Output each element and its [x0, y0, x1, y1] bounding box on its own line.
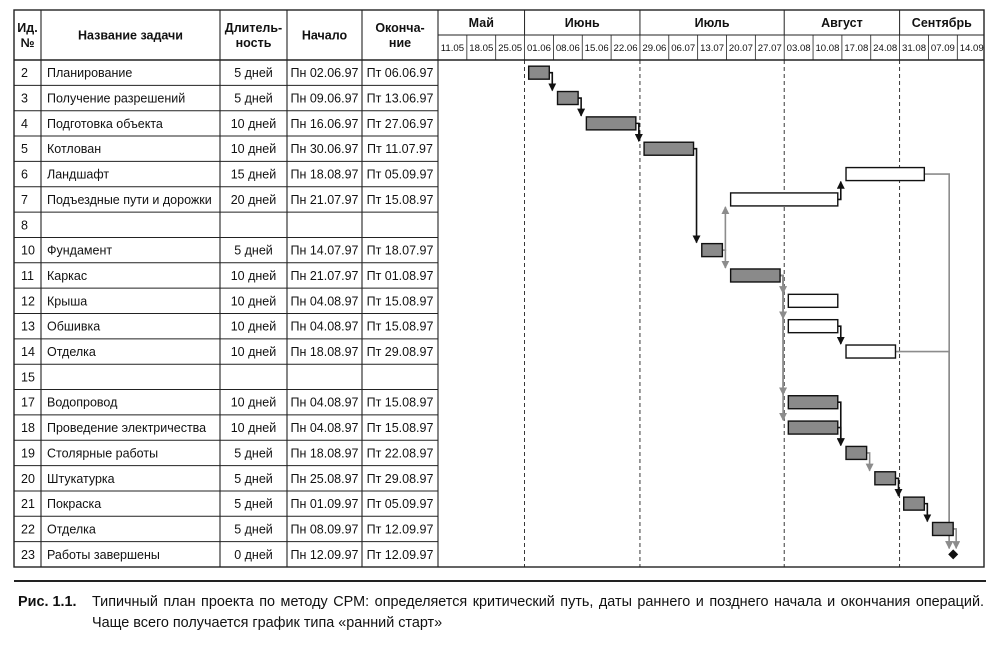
table-row [21, 66, 433, 80]
task-bar [904, 497, 925, 510]
task-start: Пн 01.09.97 [290, 497, 359, 512]
task-id: 4 [21, 116, 28, 131]
task-bar [788, 294, 837, 307]
header-start-line: Начало [301, 28, 348, 43]
table-row [21, 345, 433, 359]
task-name: Проведение электричества [47, 421, 207, 436]
task-duration: 5 дней [234, 66, 273, 81]
week-label: 25.05 [498, 43, 523, 54]
month-label: Май [468, 16, 494, 30]
task-start: Пн 21.07.97 [290, 268, 359, 283]
week-label: 07.09 [930, 43, 955, 54]
caption-label: Рис. 1.1. [18, 594, 77, 610]
task-finish: Пт 13.06.97 [366, 91, 434, 106]
week-label: 08.06 [555, 43, 580, 54]
task-start: Пн 04.08.97 [290, 294, 359, 309]
task-finish: Пт 22.08.97 [366, 446, 434, 461]
task-duration: 5 дней [234, 471, 273, 486]
task-bar [846, 168, 924, 181]
task-start: Пн 30.06.97 [290, 142, 359, 157]
task-start: Пн 08.09.97 [290, 522, 359, 537]
task-name: Подъездные пути и дорожки [47, 192, 212, 207]
table-row [21, 472, 433, 486]
header-id [17, 21, 37, 50]
header-finish [375, 21, 424, 50]
task-name: Штукатурка [47, 471, 115, 486]
caption-text: Типичный план проекта по методу CPM: определяется критический путь, даты раннего и позднего начала и окончания операций. Чаще всего получается график типа «ранний старт» [92, 594, 984, 631]
task-finish: Пт 11.07.97 [367, 142, 433, 157]
table-row [21, 421, 433, 435]
task-finish: Пт 18.07.97 [366, 243, 434, 258]
task-start: Пн 04.08.97 [290, 319, 359, 334]
task-start: Пн 02.06.97 [290, 66, 359, 81]
week-label: 18.05 [469, 43, 494, 54]
task-id: 20 [21, 471, 35, 486]
task-bar [586, 117, 635, 130]
week-label: 11.05 [440, 43, 465, 54]
task-start: Пн 09.06.97 [290, 91, 359, 106]
task-name: Каркас [47, 268, 88, 283]
header-start [302, 29, 348, 43]
table-row [21, 92, 433, 106]
task-duration: 5 дней [234, 91, 273, 106]
task-start: Пн 04.08.97 [290, 421, 359, 436]
task-duration: 5 дней [234, 243, 273, 258]
task-id: 5 [21, 142, 28, 157]
dependency-link [780, 275, 783, 420]
table-row [21, 218, 28, 232]
task-duration: 10 дней [230, 142, 277, 157]
dependency-link [924, 174, 949, 548]
task-duration: 5 дней [234, 522, 273, 537]
week-label: 29.06 [642, 43, 667, 54]
task-finish: Пт 05.09.97 [366, 167, 434, 182]
task-name: Ландшафт [47, 167, 110, 182]
task-duration: 5 дней [234, 446, 273, 461]
task-finish: Пт 15.08.97 [366, 421, 434, 436]
task-finish: Пт 15.08.97 [366, 319, 434, 334]
task-name: Крыша [47, 294, 88, 309]
task-start: Пн 12.09.97 [290, 547, 359, 562]
task-bar [788, 421, 837, 434]
task-name: Планирование [47, 66, 133, 81]
task-name: Водопровод [47, 395, 118, 410]
header-name-line: Название задачи [78, 28, 183, 43]
task-bar [933, 522, 954, 535]
task-finish: Пт 27.06.97 [366, 116, 434, 131]
task-start: Пн 18.08.97 [290, 345, 359, 360]
task-duration: 10 дней [230, 395, 277, 410]
table-row [21, 497, 433, 511]
week-label: 10.08 [815, 43, 840, 54]
task-id: 23 [21, 547, 35, 562]
task-id: 10 [21, 243, 35, 258]
week-label: 31.08 [902, 43, 927, 54]
task-name: Котлован [47, 142, 102, 157]
task-duration: 10 дней [230, 319, 277, 334]
dependency-link [895, 352, 949, 549]
table-row [21, 117, 433, 131]
month-dashed-lines [525, 60, 900, 567]
task-id: 22 [21, 522, 35, 537]
header-id-line: Ид. [17, 21, 38, 35]
dependency-link [694, 149, 697, 243]
task-id: 11 [21, 268, 34, 283]
task-finish: Пт 06.06.97 [366, 66, 434, 81]
task-start: Пн 25.08.97 [290, 471, 359, 486]
task-bar [529, 66, 550, 79]
task-bar [875, 472, 896, 485]
task-bar [846, 345, 895, 358]
week-label: 24.08 [873, 43, 898, 54]
task-finish: Пт 15.08.97 [366, 192, 434, 207]
table-row [21, 396, 433, 410]
header-finish-line: ние [388, 36, 412, 50]
table-row [21, 294, 433, 308]
table-row [21, 320, 433, 334]
task-bar [788, 320, 837, 333]
task-finish: Пт 12.09.97 [366, 522, 434, 537]
task-finish: Пт 15.08.97 [366, 294, 434, 309]
task-id: 8 [21, 218, 28, 233]
task-duration: 10 дней [230, 294, 277, 309]
task-finish: Пт 01.08.97 [366, 268, 434, 283]
task-id: 17 [21, 395, 35, 410]
table-row [21, 548, 433, 562]
task-duration: 15 дней [230, 167, 277, 182]
task-bar [702, 244, 723, 257]
header-duration-line: ность [235, 36, 272, 50]
task-finish: Пт 05.09.97 [366, 497, 434, 512]
week-label: 22.06 [613, 43, 638, 54]
table-row [21, 446, 433, 460]
week-label: 06.07 [671, 43, 696, 54]
table-row [21, 168, 433, 182]
task-bar [731, 269, 780, 282]
task-bar [846, 446, 867, 459]
task-start: Пн 18.08.97 [290, 167, 359, 182]
task-bar [558, 92, 579, 105]
week-label: 27.07 [757, 43, 782, 54]
month-label: Сентябрь [911, 16, 972, 30]
task-id: 13 [21, 319, 35, 334]
task-bar [788, 396, 837, 409]
caption-rule [14, 580, 986, 582]
task-start: Пн 16.06.97 [290, 116, 359, 131]
header-name [78, 29, 183, 43]
task-name: Отделка [47, 522, 96, 537]
task-duration: 10 дней [230, 345, 277, 360]
task-name: Получение разрешений [47, 91, 186, 106]
table-row [21, 193, 433, 207]
task-name: Отделка [47, 345, 96, 360]
task-finish: Пт 15.08.97 [366, 395, 434, 410]
task-bar [644, 142, 693, 155]
header-duration-line: Длитель- [224, 21, 283, 35]
task-id: 7 [21, 192, 28, 207]
task-bars [529, 66, 959, 559]
task-name: Подготовка объекта [47, 116, 163, 131]
task-duration: 20 дней [230, 192, 277, 207]
header-finish-line: Оконча- [375, 21, 425, 35]
task-finish: Пт 29.08.97 [366, 345, 434, 360]
table-row [21, 244, 433, 258]
task-name: Работы завершены [47, 547, 160, 562]
month-label: Июль [694, 16, 730, 30]
task-id: 18 [21, 421, 35, 436]
week-label: 17.08 [844, 43, 869, 54]
task-start: Пн 18.08.97 [290, 446, 359, 461]
table-row [21, 370, 35, 384]
task-duration: 0 дней [234, 547, 273, 562]
task-id: 15 [21, 370, 35, 385]
week-label: 01.06 [526, 43, 551, 54]
month-label: Июнь [564, 16, 600, 30]
task-name: Столярные работы [47, 446, 159, 461]
task-duration: 10 дней [230, 421, 277, 436]
task-start: Пн 14.07.97 [290, 243, 359, 258]
milestone-diamond [948, 549, 958, 559]
task-duration: 5 дней [234, 497, 273, 512]
week-label: 03.08 [786, 43, 811, 54]
task-id: 19 [21, 446, 35, 461]
task-id: 14 [21, 345, 35, 360]
task-id: 12 [21, 294, 35, 309]
task-id: 6 [21, 167, 28, 182]
task-id: 3 [21, 91, 28, 106]
task-id: 21 [21, 497, 35, 512]
task-finish: Пт 29.08.97 [366, 471, 434, 486]
table-row [21, 522, 433, 536]
task-name: Покраска [47, 497, 102, 512]
task-finish: Пт 12.09.97 [366, 547, 434, 562]
task-id: 2 [21, 66, 28, 81]
task-start: Пн 21.07.97 [290, 192, 359, 207]
task-bar [731, 193, 838, 206]
week-label: 15.06 [584, 43, 609, 54]
table-row [21, 269, 433, 283]
week-label: 13.07 [700, 43, 725, 54]
week-label: 20.07 [728, 43, 753, 54]
task-start: Пн 04.08.97 [290, 395, 359, 410]
task-name: Обшивка [47, 319, 101, 334]
header-id-line: № [20, 36, 35, 50]
task-duration: 10 дней [230, 116, 277, 131]
task-duration: 10 дней [230, 268, 277, 283]
header-duration [225, 21, 282, 50]
month-label: Август [821, 16, 863, 30]
task-name: Фундамент [47, 243, 113, 258]
table-row [21, 142, 433, 156]
week-label: 14.09 [959, 43, 984, 54]
